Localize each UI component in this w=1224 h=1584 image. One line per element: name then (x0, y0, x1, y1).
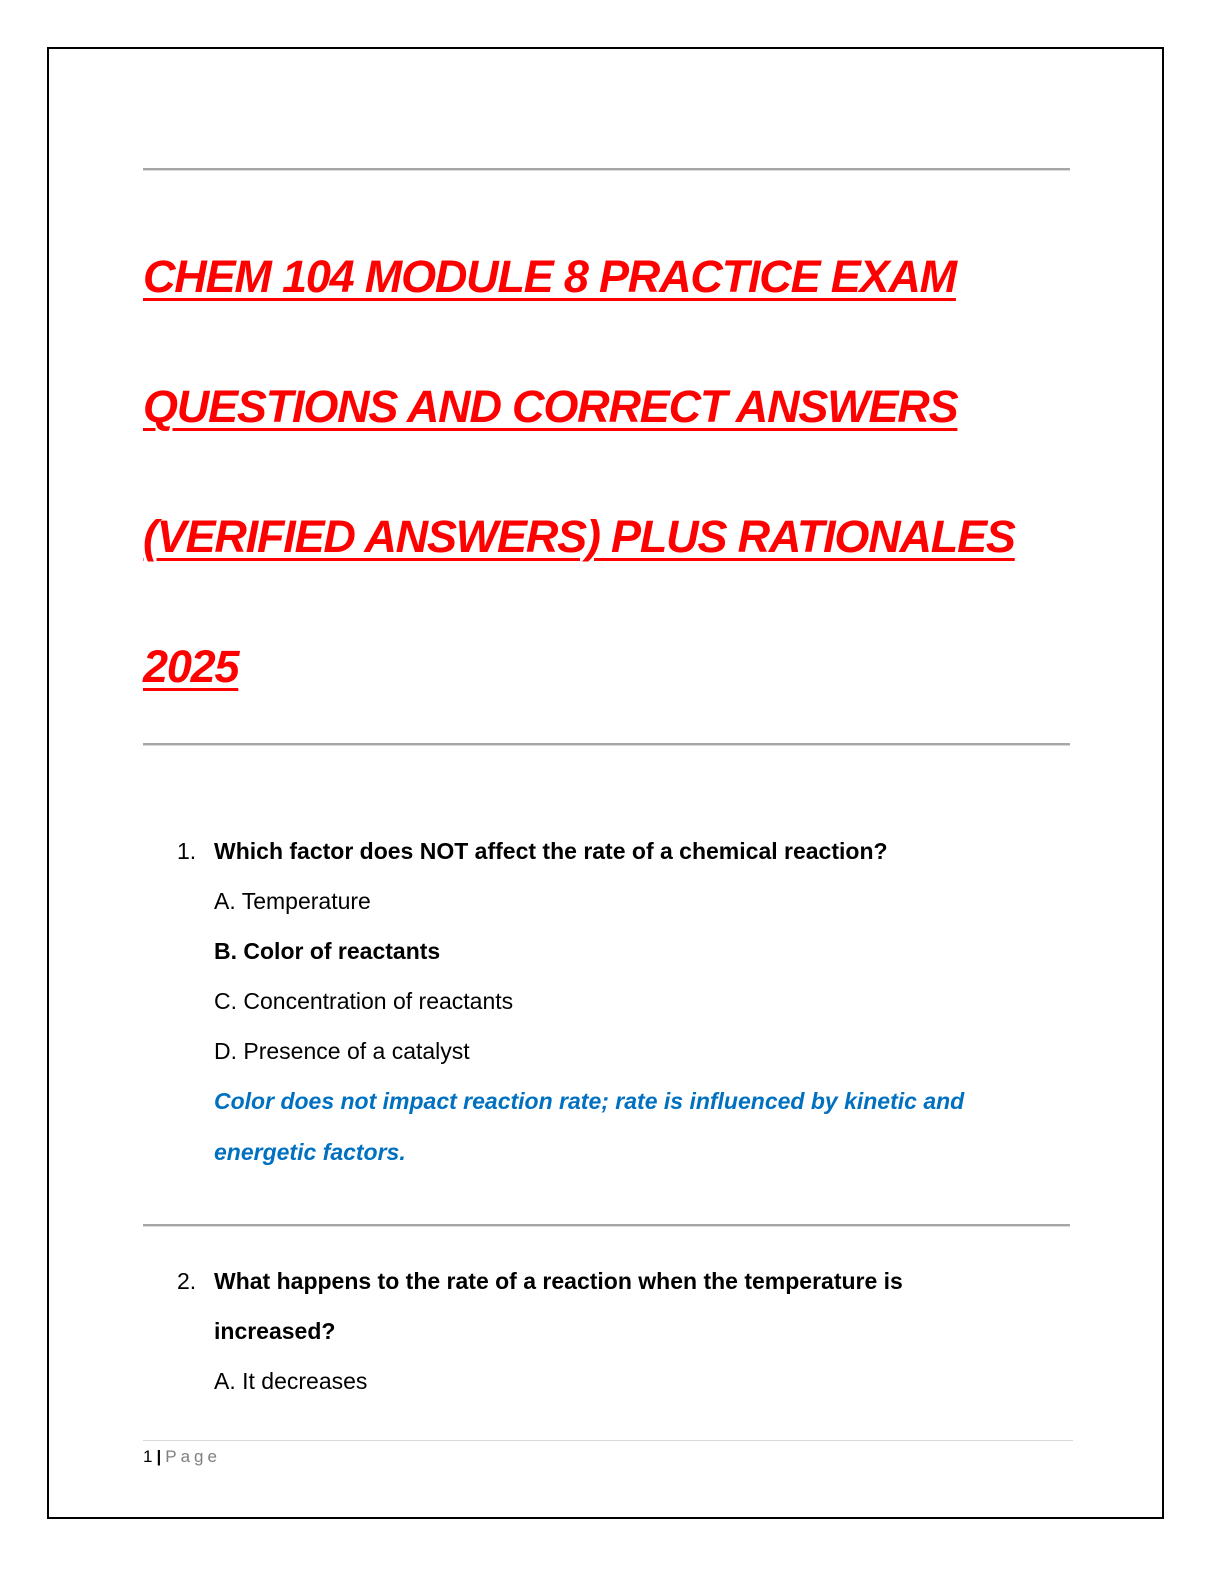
title-divider (143, 743, 1070, 746)
question-2 (177, 1256, 1057, 1406)
footer-separator: | (156, 1447, 162, 1466)
page-label: Page (165, 1447, 221, 1466)
title-line-2: QUESTIONS AND CORRECT ANSWERS (143, 381, 958, 432)
question-2-option-a: A. It decreases (214, 1368, 368, 1394)
question-2-text-line-2: increased? (214, 1318, 336, 1344)
question-1-option-d: D. Presence of a catalyst (214, 1038, 470, 1064)
title-line-1: CHEM 104 MODULE 8 PRACTICE EXAM (143, 251, 956, 302)
question-2-stem (177, 1256, 1057, 1306)
question-1-option-b-correct: B. Color of reactants (214, 938, 441, 964)
page-number: 1 (143, 1447, 153, 1466)
title-line-3: (VERIFIED ANSWERS) PLUS RATIONALES (143, 511, 1015, 562)
page-footer (143, 1447, 221, 1467)
question-2-text-line-1: What happens to the rate of a reaction when the temperature is (214, 1268, 903, 1294)
question-1-stem (177, 826, 1057, 876)
question-1-number: 1. (177, 838, 197, 864)
document-title (143, 212, 1103, 732)
question-1-text: Which factor does NOT affect the rate of a chemical reaction? (214, 838, 888, 864)
question-1 (177, 826, 1057, 1178)
question-1-option-c: C. Concentration of reactants (214, 988, 514, 1014)
question-divider (143, 1224, 1070, 1227)
title-line-4: 2025 (143, 641, 239, 692)
question-1-rationale: Color does not impact reaction rate; rate is influenced by kinetic and energetic factors. (214, 1088, 965, 1165)
footer-divider (143, 1440, 1073, 1441)
top-divider (143, 168, 1070, 171)
question-1-option-a: A. Temperature (214, 888, 371, 914)
question-2-number: 2. (177, 1268, 197, 1294)
